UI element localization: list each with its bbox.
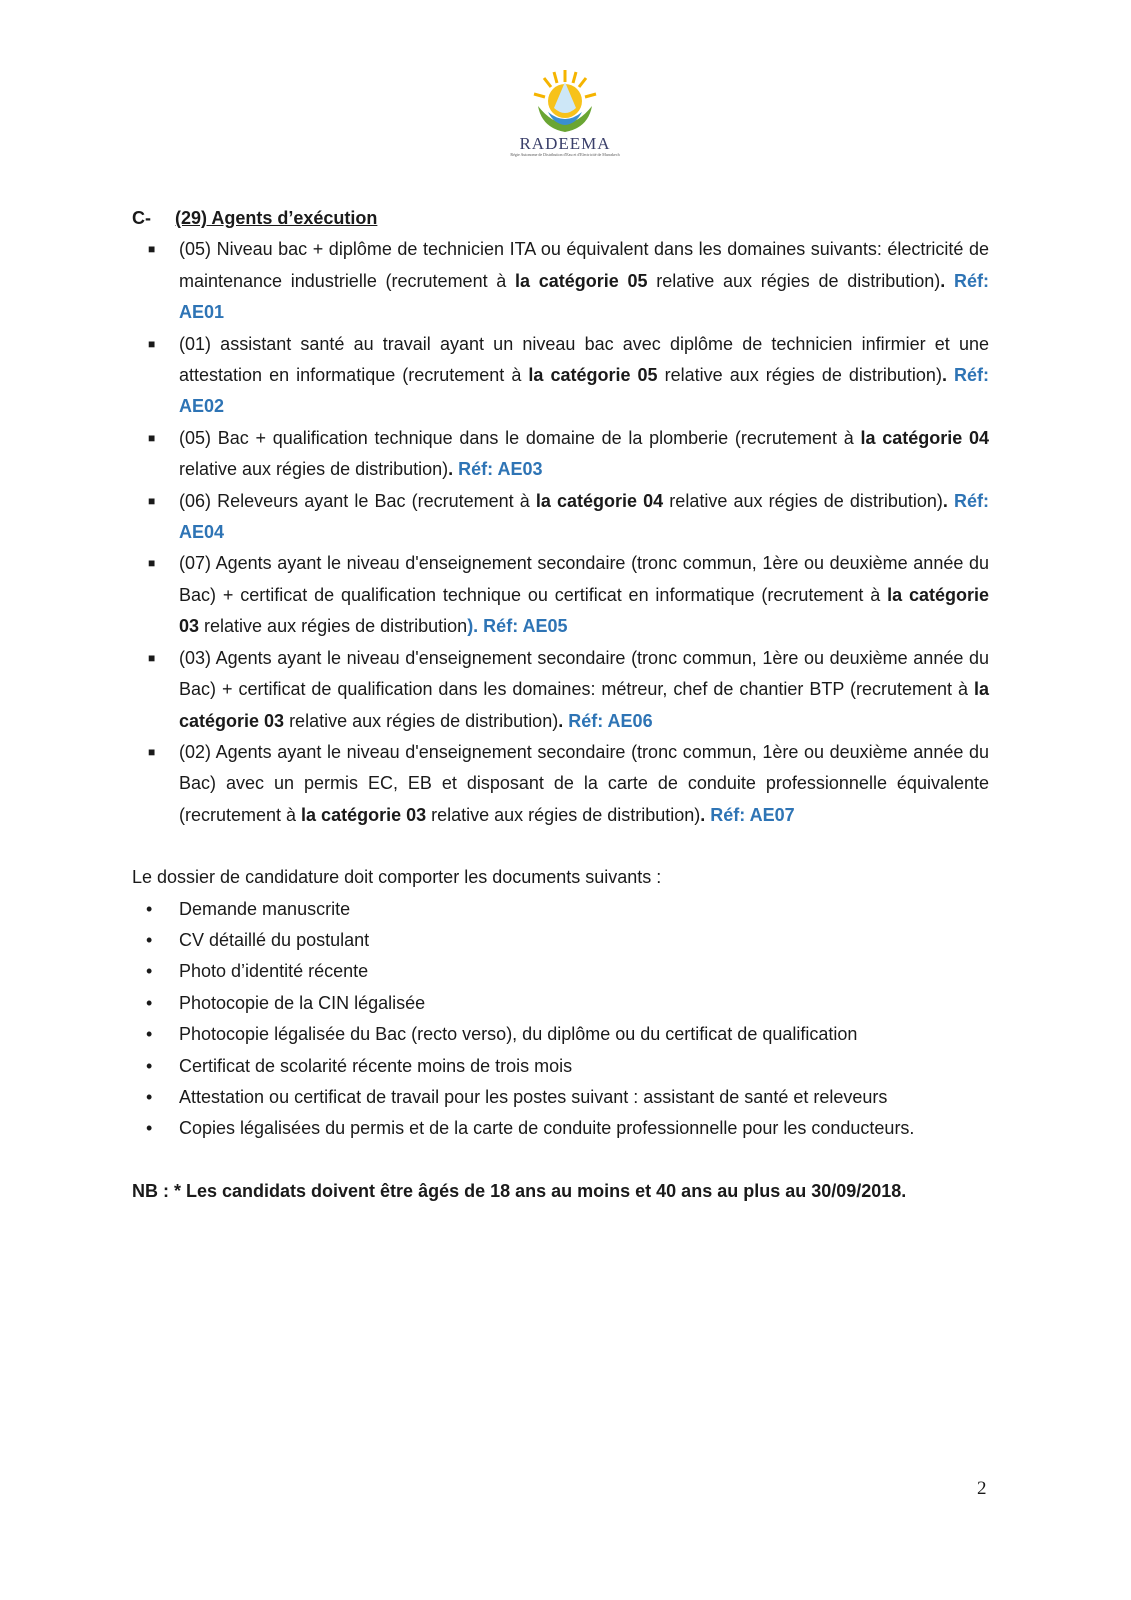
text: relative aux régies de distribution bbox=[199, 616, 468, 637]
bold-text: . bbox=[448, 459, 459, 480]
reference-code: Réf: AE01 bbox=[179, 270, 989, 323]
bullet-icon: • bbox=[146, 1118, 153, 1139]
page-number: 2 bbox=[977, 1478, 987, 1499]
bold-text: la catégorie 03 bbox=[301, 804, 427, 825]
text: (07) Agents ayant le niveau d'enseignement secondaire (tronc commun, 1ère ou deuxième année du Bac) + certificat de qualification technique ou certificat en informatique (recrutement à bbox=[179, 553, 989, 605]
reference-code: Réf: AE03 bbox=[458, 459, 543, 480]
positions-list bbox=[132, 234, 989, 831]
section-title: (29) Agents d’exécution bbox=[175, 208, 378, 228]
position-item bbox=[132, 234, 989, 328]
logo-tagline: Régie Autonome de Distribution d'Eau et d'Electricité de Marrakech bbox=[510, 152, 620, 157]
document-text: CV détaillé du postulant bbox=[179, 929, 370, 950]
document-text: Demande manuscrite bbox=[179, 898, 351, 919]
text: (05) Niveau bac + diplôme de technicien ITA ou équivalent dans les domaines suivants: électricité de maintenance industrielle (recrutement à bbox=[179, 239, 989, 291]
bold-text: . bbox=[942, 490, 954, 511]
document-body bbox=[132, 203, 989, 1207]
reference-code: ). Réf: AE05 bbox=[467, 616, 568, 637]
text: (03) Agents ayant le niveau d'enseignement secondaire (tronc commun, 1ère ou deuxième année du Bac) + certificat de qualification dans les domaines: métreur, chef de chantier BTP (recrutement à bbox=[179, 647, 989, 700]
square-bullet-icon: ■ bbox=[148, 493, 156, 508]
bold-text: la catégorie 04 bbox=[860, 427, 989, 448]
bullet-icon: • bbox=[146, 929, 153, 950]
bold-text: . bbox=[940, 270, 954, 291]
text: relative aux régies de distribution) bbox=[284, 710, 559, 731]
sun-water-leaf-icon bbox=[530, 68, 600, 136]
text: (01) assistant santé au travail ayant un niveau bac avec diplôme de technicien infirmier et une attestation en informatique (recrutement à bbox=[179, 333, 989, 386]
section-letter: C- bbox=[132, 208, 151, 228]
text: relative aux régies de distribution) bbox=[663, 490, 943, 511]
radeema-logo bbox=[505, 68, 625, 168]
bold-text: la catégorie 03 bbox=[179, 584, 990, 637]
bullet-icon: • bbox=[146, 992, 153, 1013]
text: relative aux régies de distribution) bbox=[426, 804, 701, 825]
bullet-icon: • bbox=[146, 961, 153, 982]
square-bullet-icon: ■ bbox=[148, 744, 156, 759]
reference-code: Réf: AE07 bbox=[710, 804, 795, 825]
position-item bbox=[132, 548, 989, 642]
text: relative aux régies de distribution) bbox=[657, 365, 942, 386]
document-item bbox=[132, 988, 989, 1019]
bullet-icon: • bbox=[146, 898, 153, 919]
square-bullet-icon: ■ bbox=[148, 556, 156, 571]
bold-text: . bbox=[941, 365, 954, 386]
bold-text: la catégorie 03 bbox=[179, 679, 989, 731]
document-item bbox=[132, 894, 989, 925]
position-item bbox=[132, 643, 989, 737]
document-item bbox=[132, 1051, 989, 1082]
logo-name: RADEEMA bbox=[519, 134, 611, 153]
bold-text: la catégorie 05 bbox=[515, 270, 648, 291]
document-item bbox=[132, 1113, 989, 1144]
reference-code: Réf: AE02 bbox=[179, 365, 989, 417]
text: relative aux régies de distribution) bbox=[647, 270, 941, 291]
document-text: Copies légalisées du permis et de la carte de conduite professionnelle pour les conducteurs. bbox=[179, 1118, 915, 1139]
square-bullet-icon: ■ bbox=[148, 242, 156, 257]
position-item bbox=[132, 329, 989, 423]
document-item bbox=[132, 1082, 989, 1113]
text: (05) Bac + qualification technique dans le domaine de la plomberie (recrutement à bbox=[179, 427, 861, 448]
text: (02) Agents ayant le niveau d'enseignement secondaire (tronc commun, 1ère ou deuxième année du Bac) avec un permis EC, EB et disposant de la carte de conduite professionnelle équivalente (recrutement à bbox=[179, 741, 989, 825]
document-item bbox=[132, 925, 989, 956]
document-text: Certificat de scolarité récente moins de trois mois bbox=[179, 1055, 573, 1076]
bullet-icon: • bbox=[146, 1024, 153, 1045]
document-item bbox=[132, 956, 989, 987]
document-text: Attestation ou certificat de travail pour les postes suivant : assistant de santé et releveurs bbox=[179, 1086, 888, 1107]
documents-list bbox=[132, 894, 989, 1145]
bold-text: la catégorie 05 bbox=[528, 365, 658, 386]
bullet-icon: • bbox=[146, 1055, 153, 1076]
section-heading bbox=[132, 203, 989, 234]
text: (06) Releveurs ayant le Bac (recrutement à bbox=[179, 490, 536, 511]
bold-text: la catégorie 04 bbox=[535, 490, 664, 511]
reference-code: Réf: AE04 bbox=[179, 490, 989, 543]
bold-text: . bbox=[558, 710, 569, 731]
text: relative aux régies de distribution) bbox=[179, 459, 449, 480]
document-item bbox=[132, 1019, 989, 1050]
square-bullet-icon: ■ bbox=[148, 650, 156, 665]
position-item bbox=[132, 486, 989, 549]
square-bullet-icon: ■ bbox=[148, 336, 156, 351]
reference-code: Réf: AE06 bbox=[568, 710, 653, 731]
position-item bbox=[132, 423, 989, 486]
bullet-icon: • bbox=[146, 1086, 153, 1107]
document-text: Photo d’identité récente bbox=[179, 961, 369, 982]
age-note: NB : * Les candidats doivent être âgés de 18 ans au moins et 40 ans au plus au 30/09/2018. bbox=[132, 1180, 907, 1201]
document-text: Photocopie de la CIN légalisée bbox=[179, 992, 426, 1013]
position-item bbox=[132, 737, 989, 831]
bold-text: . bbox=[700, 804, 711, 825]
documents-intro: Le dossier de candidature doit comporter les documents suivants : bbox=[132, 867, 662, 888]
document-text: Photocopie légalisée du Bac (recto verso), du diplôme ou du certificat de qualification bbox=[179, 1024, 858, 1045]
square-bullet-icon: ■ bbox=[148, 430, 156, 445]
